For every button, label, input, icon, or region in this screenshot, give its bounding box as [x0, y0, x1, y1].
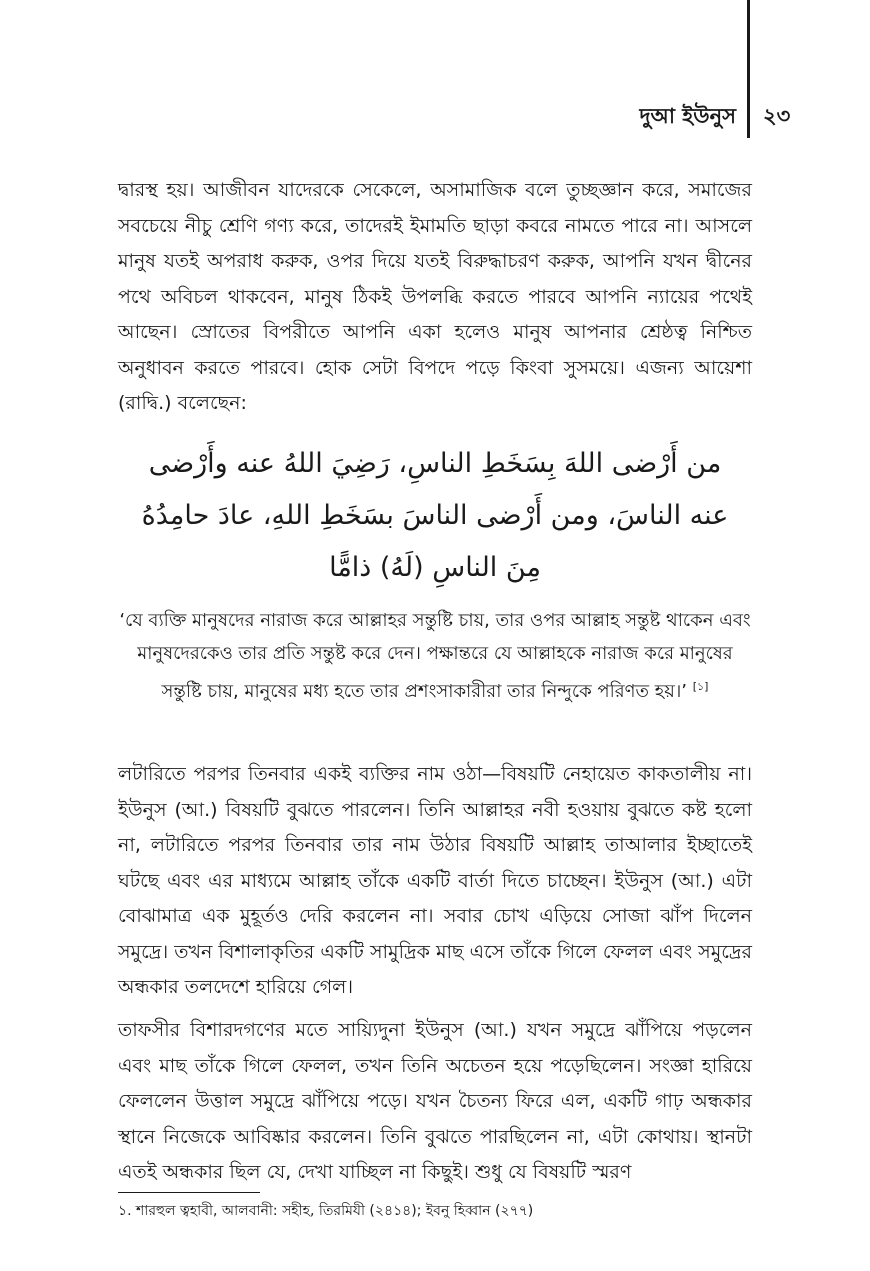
body-paragraph-1: দ্বারস্থ হয়। আজীবন যাদেরকে সেকেলে, অসামাজিক বলে তুচ্ছজ্ঞান করে, সমাজের সবচেয়ে নীচু শ্রেণি গণ্য করে, তাদেরই ইমামতি ছাড়া কবরে নামতে পারে না। আসলে মানুষ যতই অপরাধ করুক, ওপর দিয়ে যতই বিরুদ্ধাচরণ করুক, আপনি যখন দ্বীনের পথে অবিচল থাকবেন, মানুষ ঠিকই উপলব্ধি করতে পারবে আপনি ন্যায়ের পথেই আছেন। স্রোতের বিপরীতে আপনি একা হলেও মানুষ আপনার শ্রেষ্ঠত্ব নিশ্চিত অনুধাবন করতে পারবে। হোক সেটা বিপদে পড়ে কিংবা সুসময়ে। এজন্য আয়েশা (রাদ্বি.) বলেছেন:	[118, 179, 752, 414]
arabic-hadith-quote: من أَرْضى اللهَ بِسَخَطِ الناسِ، رَضِيَ اللهُ عنه وأَرْضى عنه الناسَ، ومن أَرْضى الناسَ بسَخَطِ اللهِ، عادَ حامِدُهُ مِنَ الناسِ (لَهُ) ذامًّا	[141, 448, 729, 583]
page-number: ২৩	[763, 104, 791, 128]
hadith-translation	[118, 604, 752, 708]
header-vertical-rule	[747, 0, 750, 138]
running-title: দুআ ইউনুস	[639, 104, 736, 128]
footnote: ১. শারহুল ত্বহাবী, আলবানী: সহীহ, তিরমিযী (২৪১৪); ইবনু হিব্বান (২৭৭)	[118, 1203, 534, 1219]
body-paragraph-3: তাফসীর বিশারদগণের মতে সায়্যিদুনা ইউনুস (আ.) যখন সমুদ্রে ঝাঁপিয়ে পড়লেন এবং মাছ তাঁকে গিলে ফেলল, তখন তিনি অচেতন হয়ে পড়েছিলেন। সংজ্ঞা হারিয়ে ফেললেন উত্তাল সমুদ্রে ঝাঁপিয়ে পড়ে। যখন চৈতন্য ফিরে এল, একটি গাঢ় অন্ধকার স্থানে নিজেকে আবিষ্কার করলেন। তিনি বুঝতে পারছিলেন না, এটা কোথায়। স্থানটা এতই অন্ধকার ছিল যে, দেখা যাচ্ছিল না কিছুই। শুধু যে বিষয়টি স্মরণ	[118, 1019, 752, 1183]
footnote-reference[interactable]: [১]	[692, 680, 709, 693]
footnote-separator	[118, 1192, 260, 1193]
hadith-translation-text: ‘যে ব্যক্তি মানুষদের নারাজ করে আল্লাহর সন্তুষ্টি চায়, তার ওপর আল্লাহ সন্তুষ্ট থাকেন এবং মানুষদেরকেও তার প্রতি সন্তুষ্ট করে দেন। পক্ষান্তরে যে আল্লাহকে নারাজ করে মানুষের সন্তুষ্টি চায়, মানুষের মধ্য হতে তার প্রশংসাকারীরা তার নিন্দুকে পরিণত হয়।’	[119, 610, 751, 702]
body-paragraph-2: লটারিতে পরপর তিনবার একই ব্যক্তির নাম ওঠা—বিষয়টি নেহায়েত কাকতালীয় না। ইউনুস (আ.) বিষয়টি বুঝতে পারলেন। তিনি আল্লাহর নবী হওয়ায় বুঝতে কষ্ট হলো না, লটারিতে পরপর তিনবার তার নাম উঠার বিষয়টি আল্লাহ তাআলার ইচ্ছাতেই ঘটছে এবং এর মাধ্যমে আল্লাহ তাঁকে একটি বার্তা দিতে চাচ্ছেন। ইউনুস (আ.) এটা বোঝামাত্র এক মুহূর্তও দেরি করলেন না। সবার চোখ এড়িয়ে সোজা ঝাঁপ দিলেন সমুদ্রে। তখন বিশালাকৃতির একটি সামুদ্রিক মাছ এসে তাঁকে গিলে ফেলল এবং সমুদ্রের অন্ধকার তলদেশে হারিয়ে গেল।	[118, 763, 752, 998]
